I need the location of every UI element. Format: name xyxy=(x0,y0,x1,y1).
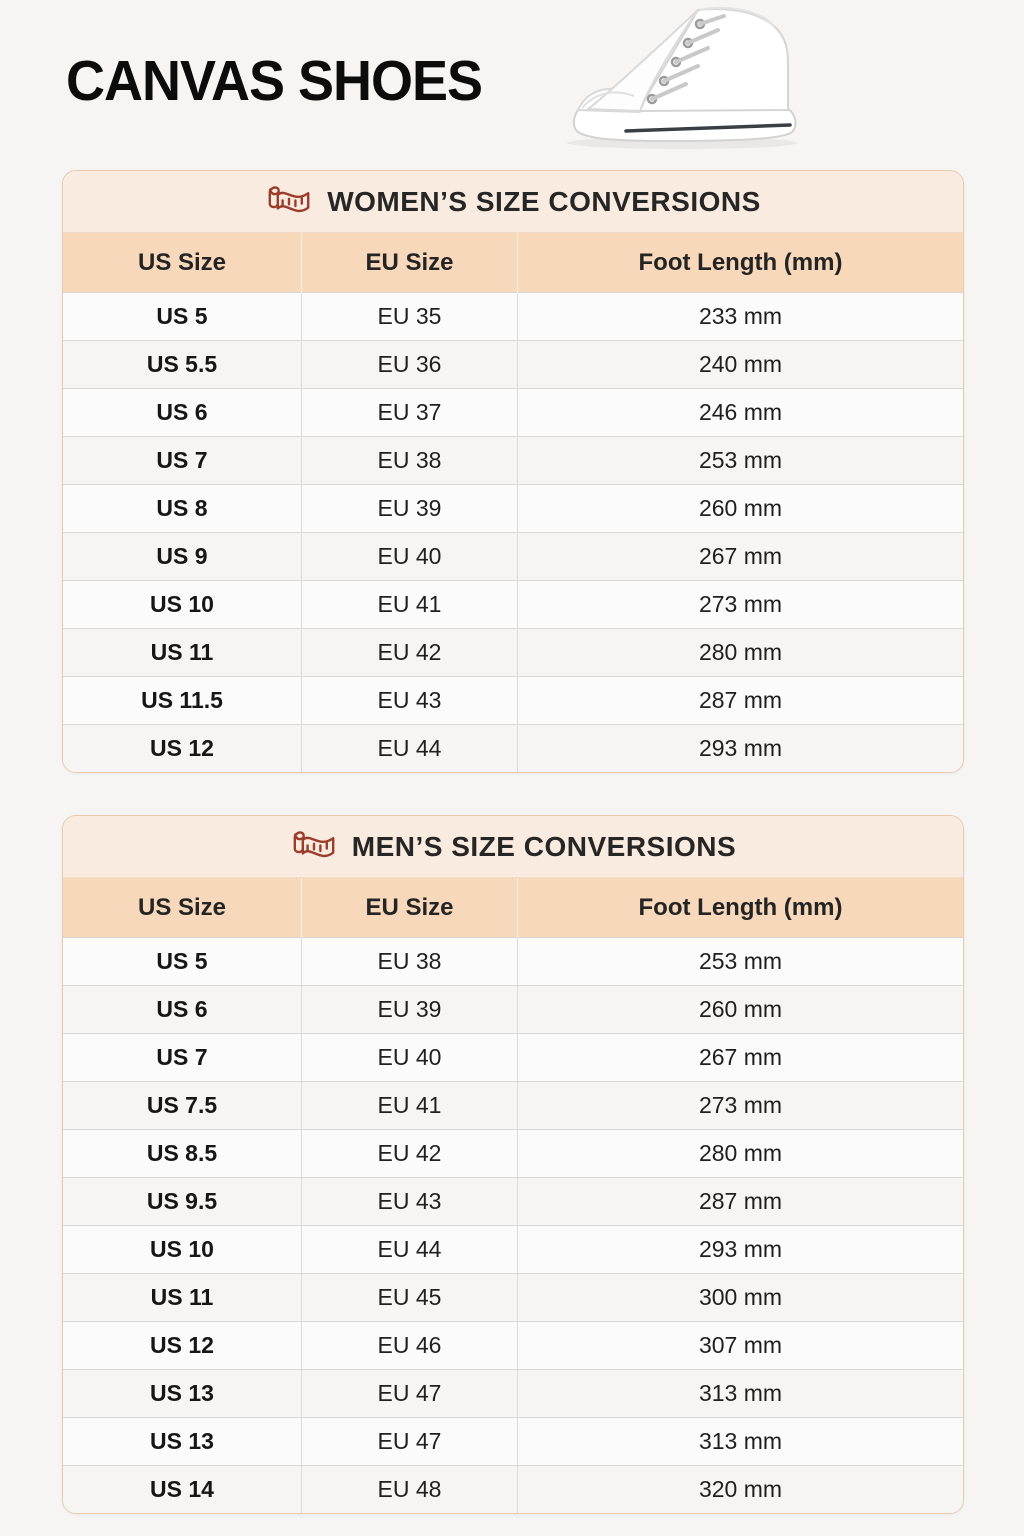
foot-length-cell: 293 mm xyxy=(518,1226,964,1274)
eu-size-cell: EU 41 xyxy=(302,581,518,629)
us-size-cell: US 13 xyxy=(63,1370,302,1418)
col-header-eu-size: EU Size xyxy=(302,233,518,293)
us-size-cell: US 7 xyxy=(63,437,302,485)
page-title: CANVAS SHOES xyxy=(66,49,483,113)
foot-length-cell: 233 mm xyxy=(518,293,964,341)
eu-size-cell: EU 46 xyxy=(302,1322,518,1370)
eu-size-cell: EU 36 xyxy=(302,341,518,389)
table-row xyxy=(63,341,963,389)
us-size-cell: US 12 xyxy=(63,1322,302,1370)
us-size-cell: US 12 xyxy=(63,725,302,773)
table-row xyxy=(63,389,963,437)
eu-size-cell: EU 42 xyxy=(302,629,518,677)
table-row xyxy=(63,1178,963,1226)
us-size-cell: US 6 xyxy=(63,986,302,1034)
eu-size-cell: EU 44 xyxy=(302,725,518,773)
foot-length-cell: 280 mm xyxy=(518,1130,964,1178)
foot-length-cell: 307 mm xyxy=(518,1322,964,1370)
foot-length-cell: 260 mm xyxy=(518,986,964,1034)
foot-length-cell: 320 mm xyxy=(518,1466,964,1514)
table-row xyxy=(63,1082,963,1130)
eu-size-cell: EU 45 xyxy=(302,1274,518,1322)
women-size-table xyxy=(63,233,963,772)
foot-length-cell: 300 mm xyxy=(518,1274,964,1322)
table-row xyxy=(63,1418,963,1466)
foot-length-cell: 293 mm xyxy=(518,725,964,773)
men-table-title: MEN’S SIZE CONVERSIONS xyxy=(351,830,737,862)
foot-length-cell: 313 mm xyxy=(518,1418,964,1466)
table-row xyxy=(63,437,963,485)
us-size-cell: US 5 xyxy=(63,938,302,986)
men-header-row xyxy=(63,878,963,938)
table-row xyxy=(63,1466,963,1514)
eu-size-cell: EU 38 xyxy=(302,938,518,986)
table-row xyxy=(63,533,963,581)
us-size-cell: US 6 xyxy=(63,389,302,437)
us-size-cell: US 9.5 xyxy=(63,1178,302,1226)
eu-size-cell: EU 39 xyxy=(302,485,518,533)
table-row xyxy=(63,1130,963,1178)
col-header-us-size: US Size xyxy=(63,878,302,938)
table-row xyxy=(63,986,963,1034)
eu-size-cell: EU 35 xyxy=(302,293,518,341)
us-size-cell: US 11 xyxy=(63,1274,302,1322)
table-row xyxy=(63,581,963,629)
measuring-tape-icon xyxy=(290,827,338,867)
canvas-shoe-image xyxy=(548,2,816,152)
eu-size-cell: EU 37 xyxy=(302,389,518,437)
eu-size-cell: EU 47 xyxy=(302,1370,518,1418)
foot-length-cell: 267 mm xyxy=(518,533,964,581)
col-header-eu-size: EU Size xyxy=(302,878,518,938)
foot-length-cell: 287 mm xyxy=(518,1178,964,1226)
table-row xyxy=(63,725,963,773)
us-size-cell: US 10 xyxy=(63,581,302,629)
foot-length-cell: 267 mm xyxy=(518,1034,964,1082)
women-table-body xyxy=(63,293,963,773)
foot-length-cell: 313 mm xyxy=(518,1370,964,1418)
eu-size-cell: EU 43 xyxy=(302,677,518,725)
size-table-men xyxy=(62,815,964,1514)
us-size-cell: US 14 xyxy=(63,1466,302,1514)
us-size-cell: US 10 xyxy=(63,1226,302,1274)
foot-length-cell: 260 mm xyxy=(518,485,964,533)
table-row xyxy=(63,1322,963,1370)
table-row xyxy=(63,677,963,725)
women-table-title: WOMEN’S SIZE CONVERSIONS xyxy=(327,185,761,217)
table-row xyxy=(63,1274,963,1322)
eu-size-cell: EU 38 xyxy=(302,437,518,485)
col-header-foot-length: Foot Length (mm) xyxy=(518,878,964,938)
us-size-cell: US 5.5 xyxy=(63,341,302,389)
table-row xyxy=(63,485,963,533)
eu-size-cell: EU 41 xyxy=(302,1082,518,1130)
us-size-cell: US 11.5 xyxy=(63,677,302,725)
measuring-tape-icon xyxy=(265,182,313,222)
table-row xyxy=(63,293,963,341)
us-size-cell: US 8 xyxy=(63,485,302,533)
men-table-band xyxy=(63,816,963,878)
table-row xyxy=(63,1370,963,1418)
table-row xyxy=(63,1226,963,1274)
eu-size-cell: EU 39 xyxy=(302,986,518,1034)
us-size-cell: US 5 xyxy=(63,293,302,341)
sneaker-icon xyxy=(548,2,816,152)
table-row xyxy=(63,938,963,986)
us-size-cell: US 13 xyxy=(63,1418,302,1466)
table-row xyxy=(63,629,963,677)
col-header-us-size: US Size xyxy=(63,233,302,293)
us-size-cell: US 11 xyxy=(63,629,302,677)
foot-length-cell: 253 mm xyxy=(518,938,964,986)
col-header-foot-length: Foot Length (mm) xyxy=(518,233,964,293)
men-table-body xyxy=(63,938,963,1514)
foot-length-cell: 280 mm xyxy=(518,629,964,677)
eu-size-cell: EU 43 xyxy=(302,1178,518,1226)
eu-size-cell: EU 48 xyxy=(302,1466,518,1514)
women-header-row xyxy=(63,233,963,293)
us-size-cell: US 7 xyxy=(63,1034,302,1082)
foot-length-cell: 287 mm xyxy=(518,677,964,725)
foot-length-cell: 253 mm xyxy=(518,437,964,485)
eu-size-cell: EU 40 xyxy=(302,533,518,581)
foot-length-cell: 273 mm xyxy=(518,581,964,629)
foot-length-cell: 273 mm xyxy=(518,1082,964,1130)
us-size-cell: US 8.5 xyxy=(63,1130,302,1178)
men-size-table xyxy=(63,878,963,1513)
table-row xyxy=(63,1034,963,1082)
us-size-cell: US 9 xyxy=(63,533,302,581)
eu-size-cell: EU 44 xyxy=(302,1226,518,1274)
size-table-women xyxy=(62,170,964,773)
eu-size-cell: EU 40 xyxy=(302,1034,518,1082)
women-table-band xyxy=(63,171,963,233)
us-size-cell: US 7.5 xyxy=(63,1082,302,1130)
eu-size-cell: EU 47 xyxy=(302,1418,518,1466)
foot-length-cell: 240 mm xyxy=(518,341,964,389)
page-header xyxy=(0,0,1024,170)
eu-size-cell: EU 42 xyxy=(302,1130,518,1178)
foot-length-cell: 246 mm xyxy=(518,389,964,437)
